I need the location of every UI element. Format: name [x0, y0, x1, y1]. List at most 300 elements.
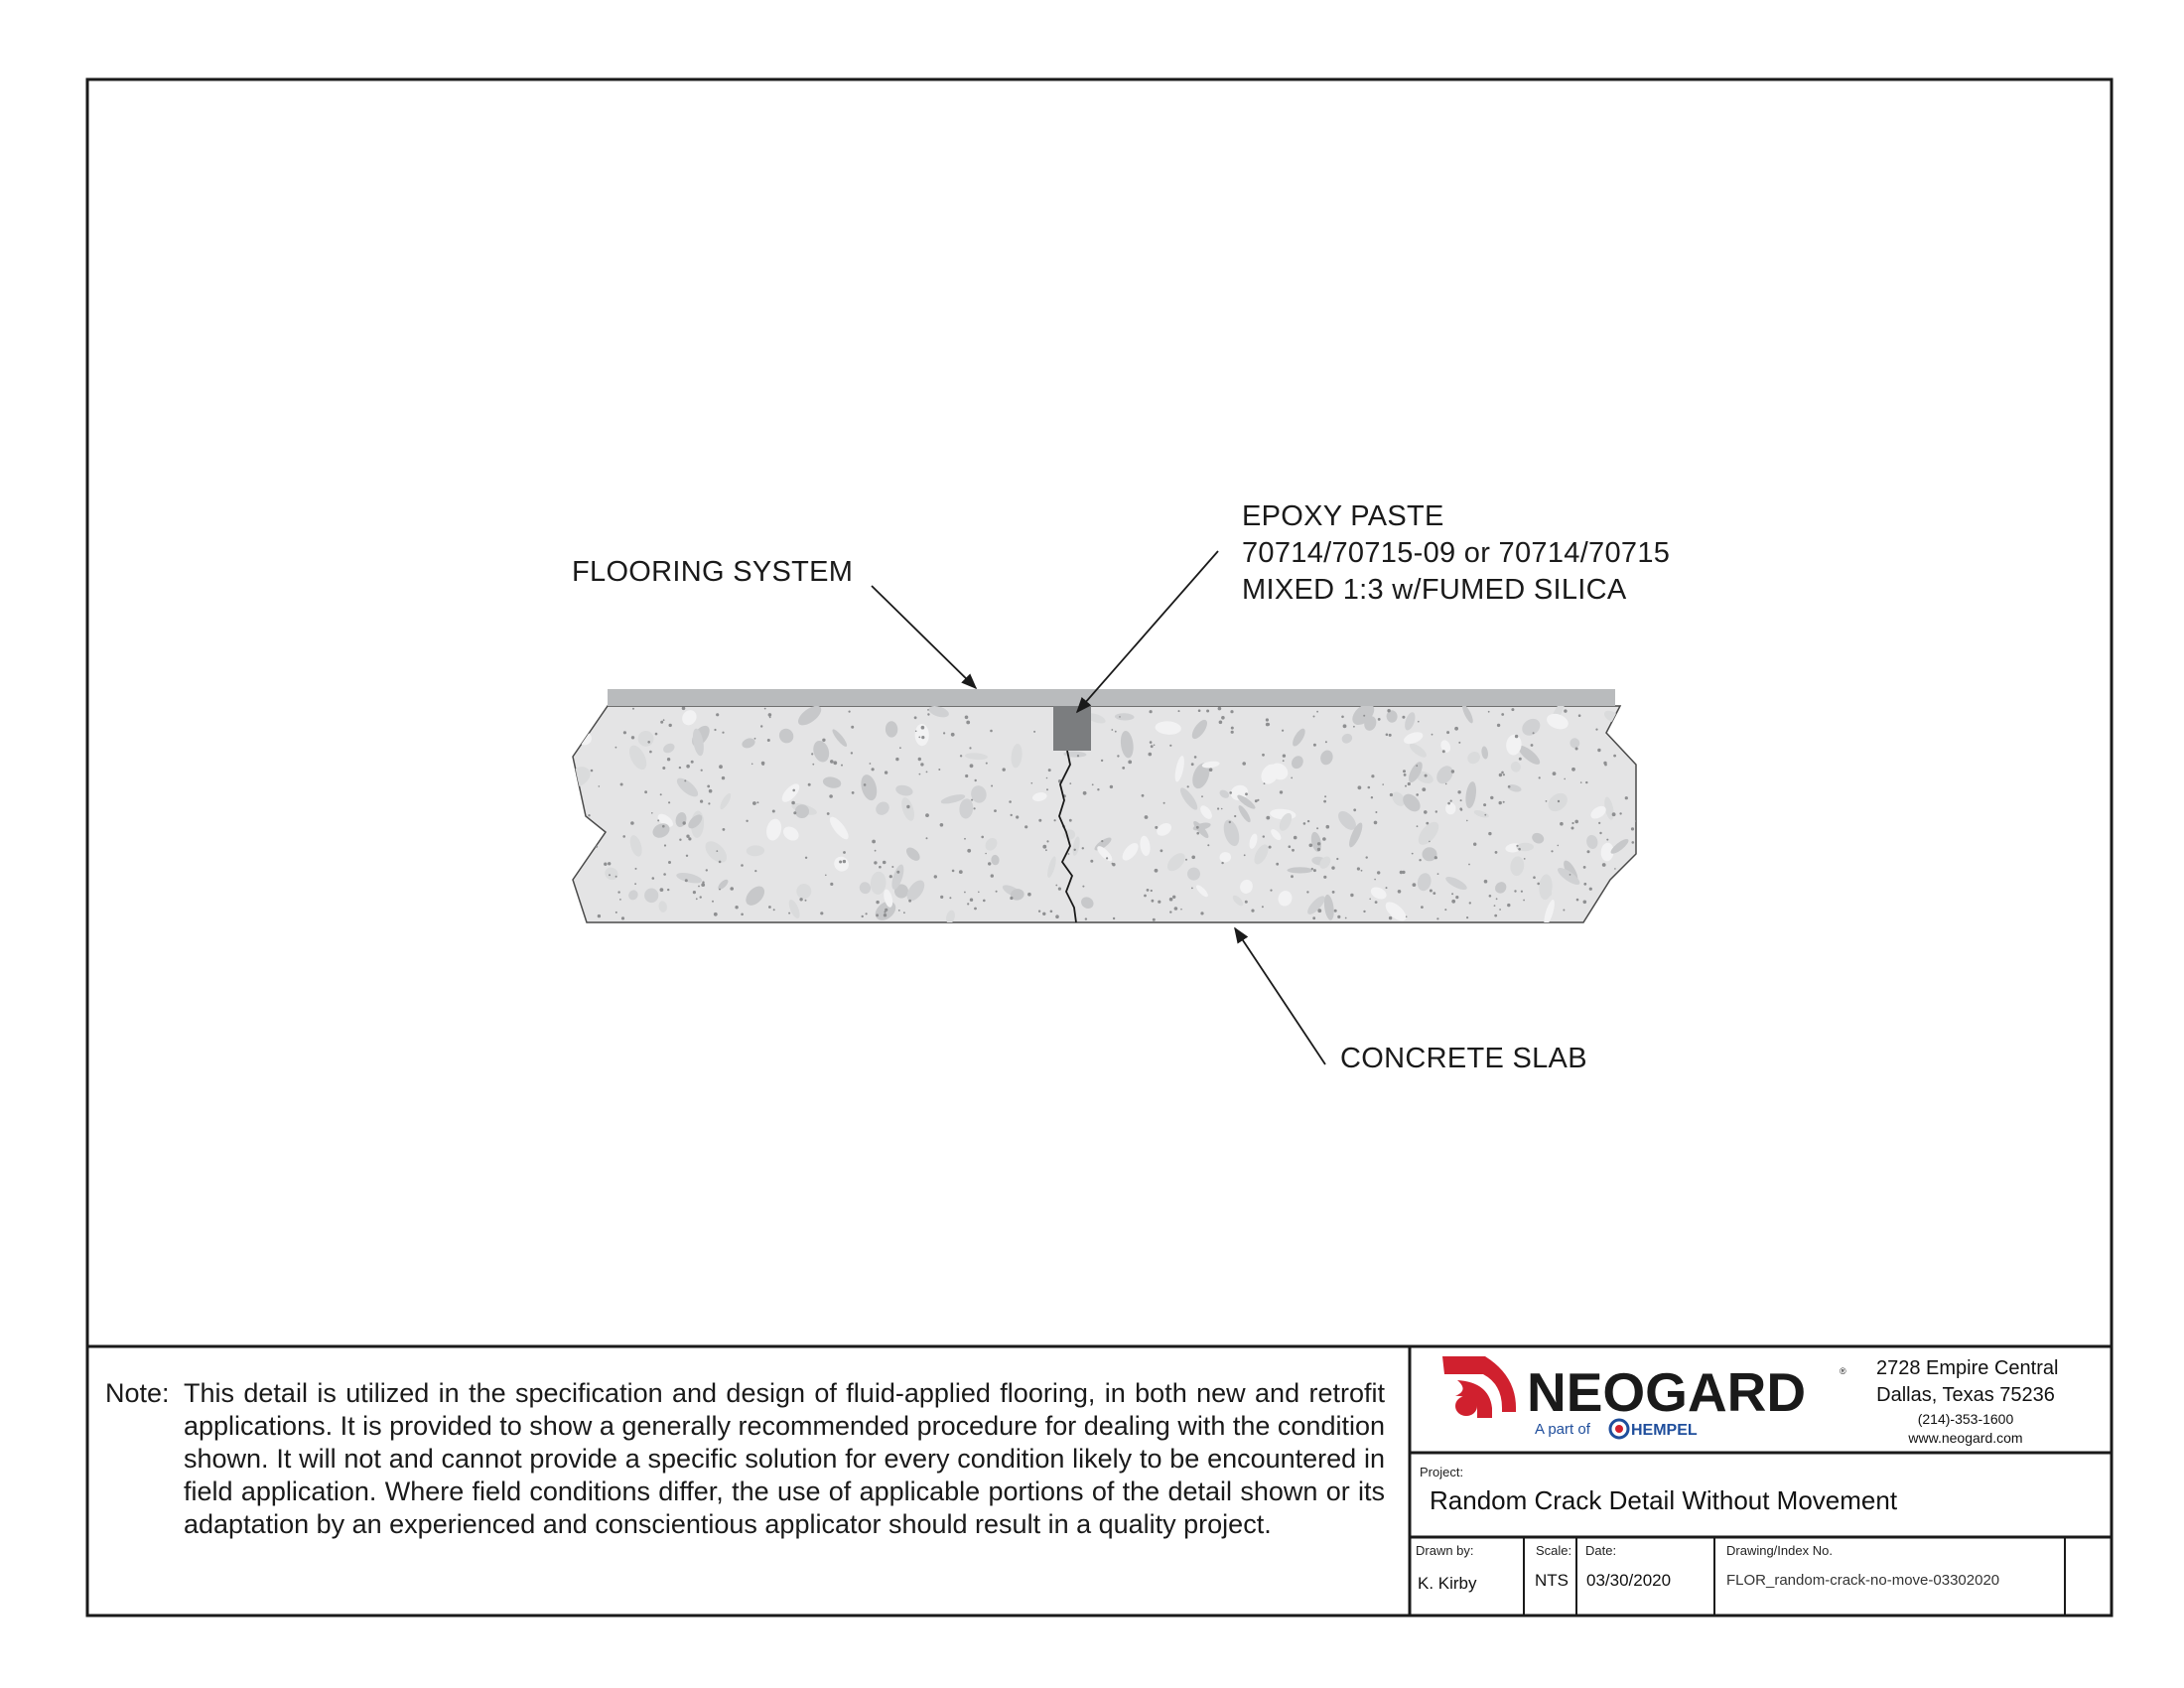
aggregate-speck — [683, 821, 686, 824]
aggregate-speck — [1231, 731, 1234, 734]
aggregate-speck — [1085, 917, 1087, 919]
aggregate-speck — [1387, 709, 1390, 712]
aggregate-speck — [1570, 874, 1571, 876]
aggregate-speck — [1434, 856, 1437, 859]
aggregate-speck — [1576, 899, 1579, 902]
aggregate-speck — [1144, 895, 1147, 898]
aggregate-speck — [965, 716, 969, 720]
aggregate-speck — [591, 770, 594, 773]
aggregate-speck — [1206, 710, 1209, 713]
aggregate-speck — [1027, 893, 1031, 897]
aggregate-speck — [1445, 783, 1447, 785]
aggregate-speck — [966, 721, 970, 725]
aggregate-speck — [746, 820, 748, 822]
aggregate-speck — [974, 807, 976, 809]
aggregate-speck — [1553, 772, 1557, 775]
aggregate-speck — [1011, 814, 1013, 816]
aggregate-speck — [647, 741, 650, 744]
aggregate-speck — [1152, 900, 1155, 903]
aggregate-speck — [716, 850, 718, 852]
aggregate-speck — [1454, 727, 1458, 731]
aggregate-speck — [1306, 891, 1308, 893]
aggregate-speck — [925, 813, 929, 817]
aggregate-speck — [667, 758, 670, 761]
aggregate-speck — [1468, 864, 1470, 866]
aggregate-speck — [1433, 892, 1435, 895]
company-website: www.neogard.com — [1908, 1430, 2023, 1446]
aggregate-speck — [990, 730, 993, 733]
aggregate-speck — [723, 828, 726, 831]
aggregate-speck — [908, 900, 911, 903]
aggregate-speck — [1283, 760, 1285, 762]
aggregate-speck — [730, 887, 734, 891]
aggregate-speck — [1263, 835, 1265, 837]
aggregate-speck — [722, 776, 725, 779]
aggregate-speck — [827, 812, 830, 815]
aggregate-speck — [1264, 782, 1266, 784]
aggregate-speck — [1266, 718, 1269, 721]
aggregate-speck — [920, 763, 923, 766]
aggregate-speck — [843, 851, 846, 854]
aggregate-speck — [608, 862, 611, 865]
epoxy-paste-product-label: 70714/70715-09 or 70714/70715 — [1242, 537, 1671, 569]
aggregate-speck — [1558, 845, 1560, 847]
aggregate-speck — [1406, 915, 1408, 917]
aggregate-speck — [1421, 906, 1424, 909]
aggregate-speck — [1488, 832, 1491, 835]
aggregate-speck — [1551, 850, 1553, 852]
aggregate-speck — [1363, 715, 1365, 717]
aggregate-speck — [622, 835, 625, 838]
aggregate-speck — [927, 709, 929, 711]
aggregate-speck — [632, 708, 634, 710]
aggregate-speck — [1546, 800, 1548, 802]
aggregate-speck — [919, 774, 921, 775]
aggregate-speck — [884, 914, 887, 916]
aggregate-speck — [1201, 795, 1203, 797]
aggregate-speck — [709, 789, 713, 793]
neogard-wordmark: NEOGARD — [1527, 1361, 1807, 1423]
aggregate-speck — [1466, 820, 1468, 822]
aggregate-speck — [849, 711, 851, 713]
aggregate-speck — [1524, 858, 1526, 860]
aggregate-speck — [1413, 883, 1417, 887]
aggregate-speck — [883, 861, 887, 865]
aggregate-speck — [1514, 890, 1516, 892]
aggregate-speck — [1221, 808, 1223, 810]
aggregate-speck — [707, 785, 710, 788]
aggregate-speck — [1234, 815, 1236, 817]
aggregate-speck — [1267, 723, 1270, 726]
flooring-system-label: FLOORING SYSTEM — [572, 556, 854, 588]
aggregate-speck — [1172, 896, 1175, 899]
aggregate-speck — [1595, 729, 1597, 731]
aggregate-speck — [1031, 782, 1033, 784]
aggregate-speck — [1317, 848, 1320, 851]
aggregate-speck — [1357, 867, 1360, 870]
aggregate-speck — [1444, 909, 1446, 911]
aggregate-speck — [682, 707, 686, 711]
aggregate-speck — [1169, 898, 1173, 902]
company-phone: (214)-353-1600 — [1917, 1411, 2014, 1427]
company-address-line1: 2728 Empire Central — [1876, 1357, 2059, 1379]
aggregate-speck — [1111, 729, 1113, 731]
flooring-system-layer — [608, 689, 1615, 706]
aggregate-speck — [1583, 883, 1586, 886]
aggregate-speck — [1361, 870, 1363, 872]
aggregate-speck — [686, 855, 688, 857]
aggregate-speck — [1599, 832, 1601, 834]
aggregate-speck — [879, 866, 882, 869]
aggregate-speck — [991, 874, 994, 877]
aggregate-speck — [754, 738, 756, 740]
aggregate-speck — [1375, 811, 1377, 813]
aggregate-speck — [1266, 816, 1270, 820]
aggregate-speck — [1371, 796, 1373, 798]
aggregate-speck — [1416, 793, 1419, 796]
aggregate-speck — [1313, 869, 1316, 872]
aggregate-speck — [895, 758, 898, 761]
aggregate-speck — [921, 726, 925, 730]
aggregate-speck — [1589, 888, 1592, 891]
aggregate-speck — [1343, 724, 1347, 728]
aggregate-speck — [862, 915, 864, 917]
aggregate-speck — [918, 737, 920, 739]
aggregate-speck — [788, 913, 790, 914]
aggregate-speck — [1563, 910, 1565, 912]
note-label: Note: — [105, 1378, 170, 1408]
aggregate-speck — [767, 739, 770, 742]
concrete-slab-leader — [1235, 928, 1325, 1064]
date-caption: Date: — [1585, 1543, 1617, 1558]
aggregate-speck — [1571, 768, 1575, 772]
aggregate-speck — [1488, 711, 1490, 713]
aggregate-speck — [1447, 802, 1450, 805]
aggregate-speck — [1583, 866, 1586, 869]
aggregate-speck — [974, 908, 977, 911]
aggregate-speck — [1325, 741, 1327, 743]
aggregate-speck — [634, 883, 636, 885]
aggregate-speck — [943, 732, 945, 734]
aggregate-speck — [1270, 890, 1272, 892]
aggregate-speck — [1419, 859, 1421, 861]
aggregate-speck — [926, 772, 928, 774]
aggregate-speck — [1317, 909, 1321, 913]
aggregate-speck — [1154, 745, 1156, 747]
aggregate-speck — [1437, 873, 1439, 875]
aggregate-speck — [662, 767, 665, 770]
aggregate-speck — [1068, 853, 1070, 855]
aggregate-speck — [1466, 916, 1468, 918]
aggregate-speck — [615, 876, 617, 878]
aggregate-speck — [822, 739, 825, 742]
aggregate-speck — [1507, 904, 1510, 907]
aggregate-speck — [1371, 774, 1374, 777]
aggregate-speck — [1571, 822, 1573, 824]
aggregate-speck — [967, 903, 969, 905]
aggregate-speck — [964, 892, 966, 894]
aggregate-speck — [1282, 730, 1284, 732]
aggregate-speck — [988, 862, 991, 865]
aggregate-speck — [1603, 762, 1606, 765]
aggregate-speck — [752, 801, 756, 805]
aggregate-speck — [1283, 755, 1286, 758]
aggregate-speck — [851, 752, 853, 754]
aggregate-speck — [898, 910, 900, 912]
aggregate-speck — [1106, 857, 1108, 859]
aggregate-speck — [1231, 727, 1234, 730]
aggregate-speck — [1262, 754, 1265, 757]
aggregate-speck — [1069, 782, 1071, 784]
aggregate-speck — [1101, 760, 1103, 762]
aggregate-speck — [1537, 883, 1540, 886]
aggregate-speck — [1313, 716, 1315, 718]
aggregate-speck — [620, 783, 623, 786]
aggregate-speck — [1055, 885, 1057, 887]
aggregate-speck — [1405, 785, 1407, 787]
aggregate-speck — [598, 914, 601, 917]
aggregate-speck — [768, 906, 771, 909]
aggregate-speck — [1090, 860, 1093, 863]
aggregate-speck — [1221, 862, 1223, 864]
aggregate-speck — [1160, 849, 1163, 852]
aggregate-speck — [1117, 755, 1119, 757]
aggregate-speck — [1180, 909, 1182, 911]
drawn-by-caption: Drawn by: — [1416, 1543, 1474, 1558]
aggregate-speck — [1003, 768, 1006, 771]
aggregate-speck — [679, 839, 681, 841]
aggregate-speck — [1374, 821, 1378, 825]
aggregate-speck — [1198, 709, 1201, 712]
aggregate-speck — [1069, 819, 1072, 822]
aggregate-speck — [1054, 819, 1056, 821]
aggregate-speck — [1521, 891, 1523, 893]
aggregate-speck — [991, 785, 993, 787]
aggregate-speck — [701, 770, 703, 772]
aggregate-speck — [662, 825, 665, 828]
aggregate-speck — [793, 811, 796, 814]
aggregate-speck — [876, 901, 879, 904]
aggregate-speck — [1292, 849, 1295, 852]
aggregate-speck — [1169, 911, 1171, 913]
aggregate-speck — [760, 725, 762, 727]
aggregate-speck — [872, 768, 875, 771]
aggregate-speck — [574, 817, 576, 819]
aggregate-speck — [1145, 815, 1149, 819]
aggregate-speck — [1155, 826, 1158, 829]
aggregate-speck — [1519, 758, 1522, 761]
aggregate-speck — [969, 747, 971, 749]
aggregate-speck — [830, 883, 833, 886]
aggregate-speck — [754, 870, 756, 872]
aggregate-speck — [1501, 713, 1504, 716]
aggregate-speck — [1564, 709, 1567, 712]
aggregate-speck — [1200, 912, 1203, 914]
aggregate-speck — [1151, 890, 1153, 892]
aggregate-speck — [1191, 888, 1193, 890]
aggregate-speck — [1153, 918, 1156, 921]
aggregate-speck — [1092, 783, 1094, 785]
aggregate-speck — [1112, 863, 1114, 865]
aggregate-speck — [702, 881, 704, 883]
aggregate-speck — [1497, 724, 1500, 727]
aggregate-speck — [1217, 807, 1219, 809]
aggregate-speck — [1307, 820, 1309, 822]
aggregate-speck — [1317, 842, 1320, 845]
aggregate-speck — [1389, 734, 1392, 737]
aggregate-speck — [820, 912, 823, 914]
aggregate-speck — [805, 857, 807, 859]
aggregate-speck — [1484, 880, 1488, 884]
aggregate-speck — [688, 837, 691, 840]
aggregate-speck — [615, 912, 617, 914]
aggregate-speck — [1045, 849, 1047, 851]
aggregate-speck — [722, 732, 724, 734]
aggregate-speck — [1042, 913, 1045, 915]
aggregate-speck — [889, 875, 892, 878]
aggregate-speck — [1245, 901, 1248, 904]
aggregate-speck — [1350, 894, 1353, 897]
aggregate-speck — [1606, 839, 1608, 841]
aggregate-speck — [876, 914, 879, 916]
aggregate-speck — [663, 873, 666, 876]
project-caption: Project: — [1420, 1465, 1464, 1479]
aggregate-speck — [773, 909, 775, 911]
aggregate-speck — [1422, 787, 1426, 791]
aggregate-speck — [986, 763, 988, 765]
aggregate-speck — [866, 913, 868, 914]
aggregate-speck — [949, 897, 951, 899]
aggregate-speck — [1229, 791, 1232, 794]
aggregate-speck — [700, 800, 703, 803]
aggregate-speck — [712, 901, 714, 903]
aggregate-speck — [1038, 911, 1040, 913]
aggregate-speck — [1115, 731, 1117, 733]
aggregate-speck — [599, 785, 601, 787]
aggregate-speck — [1128, 761, 1132, 765]
aggregate-speck — [971, 799, 973, 801]
aggregate-speck — [906, 805, 909, 808]
aggregate-speck — [994, 809, 997, 812]
aggregate-speck — [975, 779, 977, 781]
aggregate-speck — [841, 765, 843, 767]
aggregate-speck — [1490, 796, 1493, 799]
aggregate-speck — [1484, 814, 1486, 816]
aggregate-speck — [1403, 770, 1406, 773]
aggregate-speck — [1077, 755, 1079, 757]
aggregate-speck — [1473, 843, 1476, 846]
aggregate-speck — [1451, 770, 1454, 773]
aggregate-speck — [1358, 785, 1362, 789]
aggregate-speck — [635, 868, 637, 870]
aggregate-speck — [899, 747, 901, 749]
aggregate-speck — [1097, 788, 1099, 790]
aggregate-speck — [891, 866, 893, 868]
aggregate-speck — [885, 771, 887, 774]
aggregate-speck — [903, 912, 905, 914]
aggregate-speck — [1046, 840, 1048, 842]
project-title: Random Crack Detail Without Movement — [1430, 1485, 1898, 1515]
aggregate-speck — [1539, 776, 1541, 778]
aggregate-speck — [1312, 916, 1315, 919]
aggregate-speck — [1016, 815, 1019, 818]
aggregate-speck — [1619, 812, 1621, 814]
aggregate-speck — [679, 767, 681, 769]
aggregate-speck — [1578, 714, 1581, 717]
aggregate-speck — [791, 801, 795, 805]
aggregate-speck — [1587, 850, 1590, 853]
drawing-number-value: FLOR_random-crack-no-move-03302020 — [1726, 1572, 2000, 1589]
aggregate-speck — [1291, 875, 1294, 878]
aggregate-speck — [1326, 825, 1330, 829]
aggregate-speck — [572, 735, 575, 738]
aggregate-speck — [921, 736, 924, 739]
aggregate-speck — [1575, 748, 1578, 751]
aggregate-speck — [799, 898, 802, 901]
tagline-prefix: A part of — [1535, 1421, 1590, 1438]
aggregate-speck — [588, 844, 590, 846]
aggregate-speck — [655, 733, 658, 736]
aggregate-speck — [1632, 841, 1635, 844]
aggregate-stone — [1594, 900, 1619, 924]
aggregate-speck — [764, 708, 766, 710]
flooring-system-leader — [872, 586, 976, 688]
aggregate-speck — [1316, 827, 1318, 829]
aggregate-speck — [1425, 774, 1428, 777]
aggregate-speck — [1435, 810, 1437, 812]
aggregate-speck — [578, 863, 581, 866]
aggregate-speck — [660, 793, 662, 795]
aggregate-speck — [1636, 742, 1639, 745]
aggregate-speck — [978, 892, 980, 894]
aggregate-speck — [830, 760, 834, 764]
aggregate-speck — [1262, 906, 1264, 908]
aggregate-speck — [1600, 905, 1603, 908]
aggregate-speck — [1432, 734, 1433, 736]
aggregate-speck — [970, 899, 973, 902]
aggregate-speck — [735, 906, 738, 909]
aggregate-speck — [1038, 819, 1041, 822]
aggregate-speck — [1631, 827, 1634, 830]
aggregate-speck — [772, 810, 775, 813]
aggregate-speck — [706, 869, 708, 871]
aggregate-speck — [1150, 741, 1153, 744]
aggregate-speck — [1598, 822, 1600, 824]
aggregate-speck — [1374, 879, 1376, 881]
concrete-slab — [567, 699, 1639, 927]
aggregate-speck — [1597, 749, 1600, 752]
aggregate-speck — [1074, 849, 1076, 851]
aggregate-speck — [1412, 853, 1414, 855]
aggregate-speck — [1033, 731, 1035, 733]
epoxy-paste-mix-label: MIXED 1:3 w/FUMED SILICA — [1242, 574, 1627, 606]
aggregate-speck — [588, 814, 590, 816]
aggregate-speck — [660, 721, 663, 724]
aggregate-speck — [981, 836, 984, 839]
aggregate-speck — [1191, 856, 1195, 860]
aggregate-speck — [1516, 845, 1518, 847]
aggregate-speck — [649, 751, 652, 754]
aggregate-speck — [1276, 863, 1279, 866]
aggregate-speck — [700, 896, 702, 898]
aggregate-speck — [1119, 716, 1121, 718]
aggregate-speck — [1291, 777, 1293, 779]
aggregate-speck — [926, 837, 928, 839]
aggregate-speck — [1560, 822, 1564, 826]
aggregate-speck — [573, 818, 575, 820]
aggregate-speck — [1149, 753, 1153, 757]
aggregate-speck — [1363, 911, 1365, 913]
